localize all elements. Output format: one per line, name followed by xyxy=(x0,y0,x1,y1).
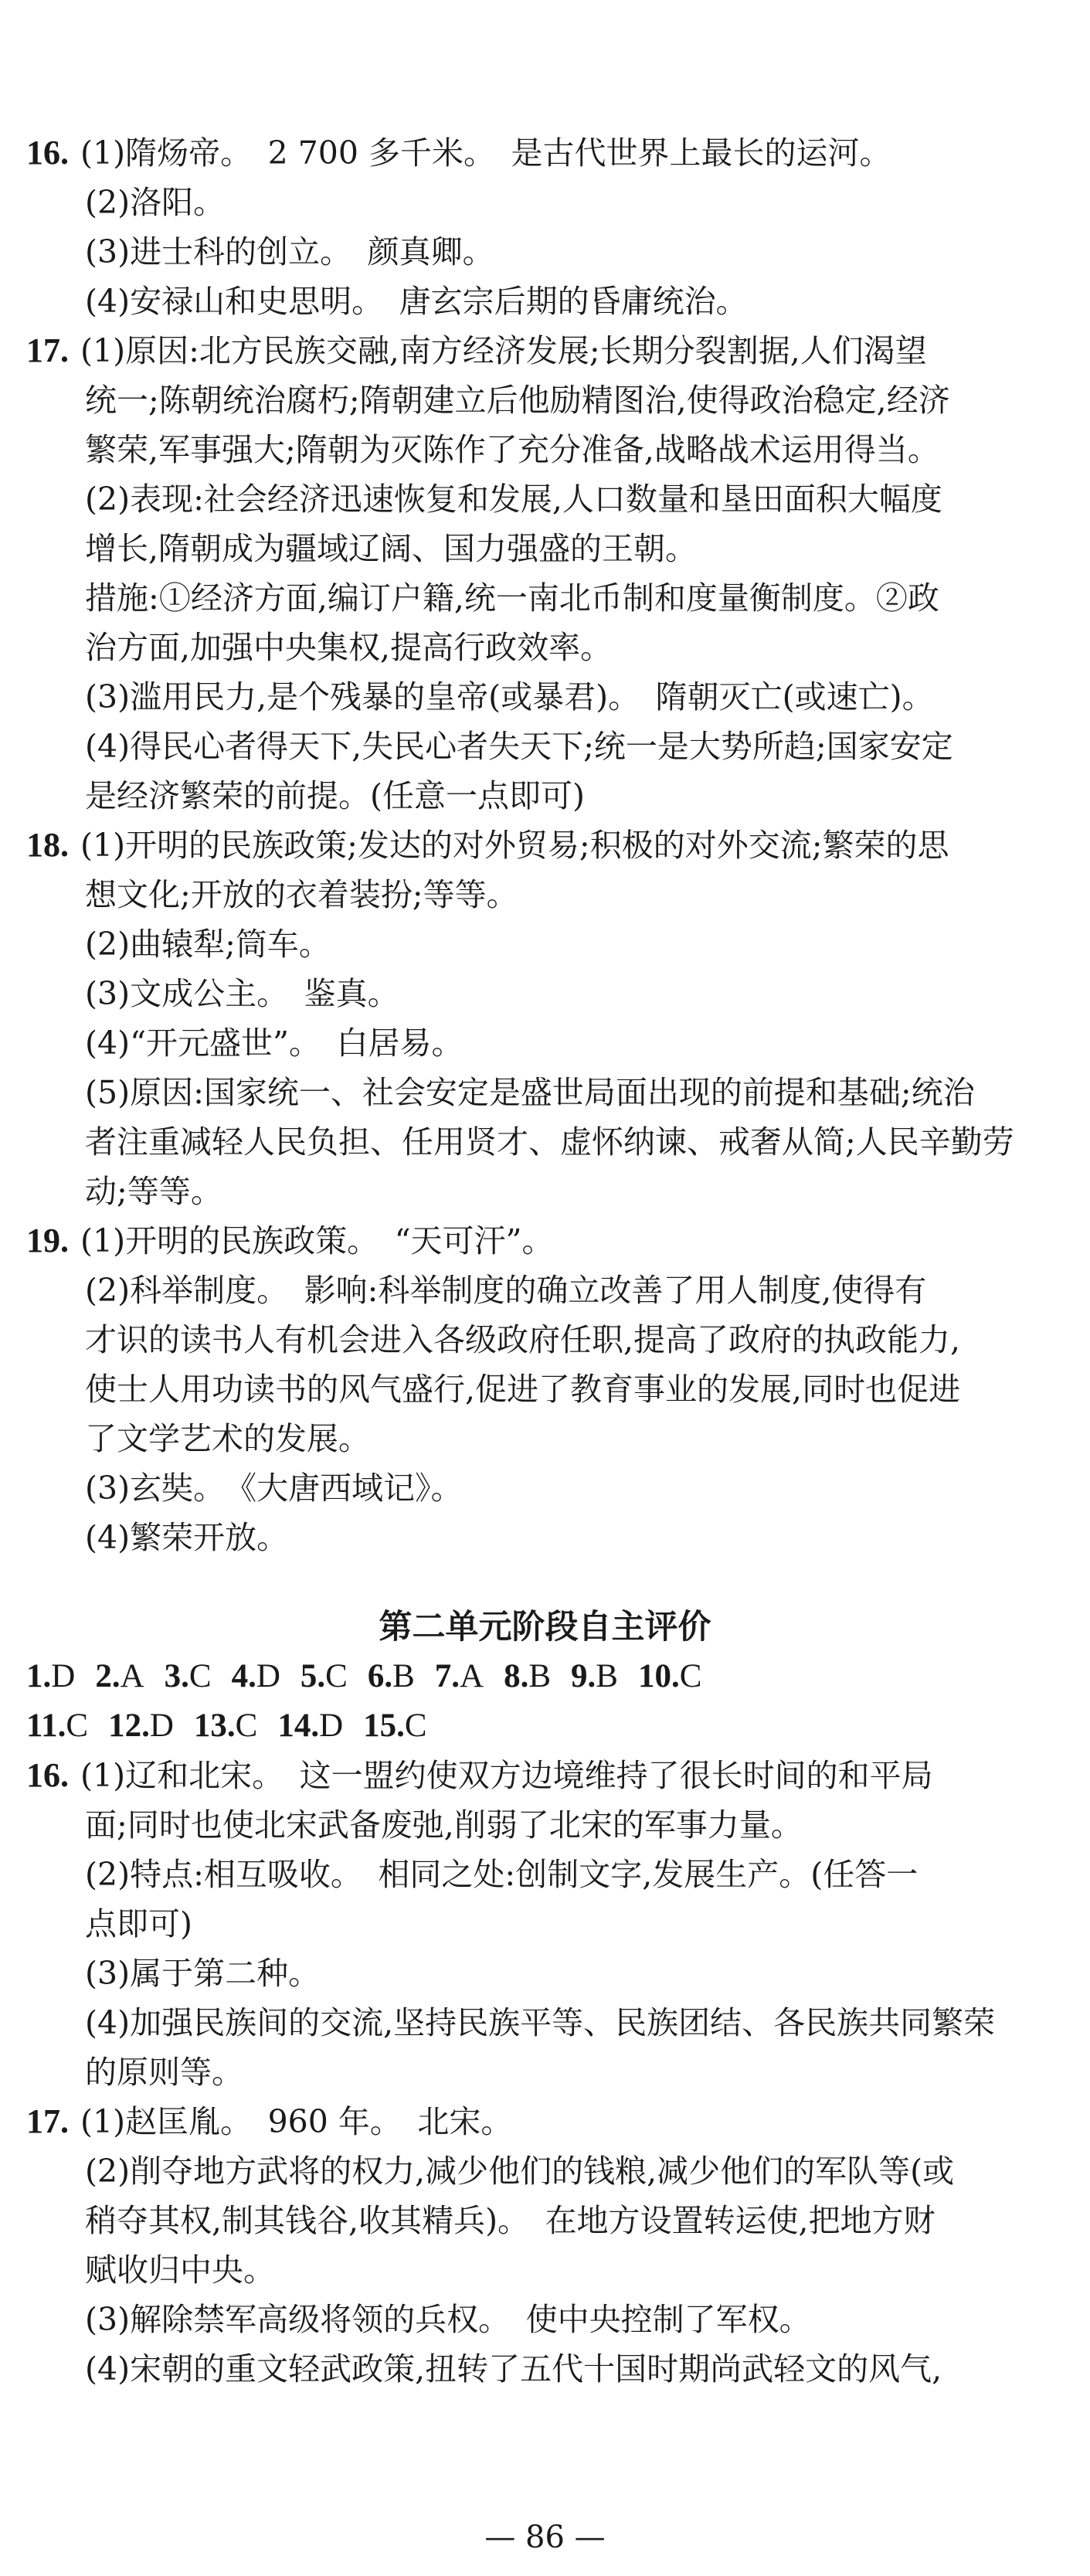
unit1-question-19-number: 19. xyxy=(26,1222,69,1259)
unit1-question-17-text: (3)滥用民力,是个残暴的皇帝(或暴君)。 隋朝灭亡(或速亡)。 xyxy=(85,678,934,715)
choice-answer: 9.B xyxy=(571,1658,618,1694)
unit2-question-16-text: (3)属于第二种。 xyxy=(85,1955,321,1992)
unit1-question-17-text: 治方面,加强中央集权,提高行政效率。 xyxy=(85,629,613,666)
unit1-question-18-text: (5)原因:国家统一、社会安定是盛世局面出现的前提和基础;统治 xyxy=(85,1074,975,1111)
unit1-question-19-line xyxy=(0,1216,1090,1266)
choice-answer: 11.C xyxy=(26,1708,89,1744)
unit2-question-16-line xyxy=(0,1751,1090,1800)
unit1-question-19-text: 了文学艺术的发展。 xyxy=(85,1420,370,1457)
unit1-question-17-text: 繁荣,军事强大;隋朝为灭陈作了充分准备,战略战术运用得当。 xyxy=(85,431,939,468)
unit2-question-17-text: (1)赵匡胤。 960 年。 北宋。 xyxy=(80,2103,513,2140)
unit1-question-17-text: 统一;陈朝统治腐朽;隋朝建立后他励精图治,使得政治稳定,经济 xyxy=(85,382,950,419)
unit1-question-17-text: (2)表现:社会经济迅速恢复和发展,人口数量和垦田面积大幅度 xyxy=(85,481,942,518)
unit2-question-16-line xyxy=(0,1899,1090,1949)
unit1-question-17-text: 增长,隋朝成为疆域辽阔、国力强盛的王朝。 xyxy=(85,530,698,567)
unit1-question-19-line xyxy=(0,1266,1090,1315)
unit1-question-18-line xyxy=(0,821,1090,870)
unit1-question-18-text: 动;等等。 xyxy=(85,1173,222,1210)
unit1-question-19-text: 使士人用功读书的风气盛行,促进了教育事业的发展,同时也促进 xyxy=(85,1371,961,1408)
unit1-question-18-line xyxy=(0,919,1090,969)
unit2-question-16-text: 点即可) xyxy=(85,1905,192,1942)
choice-answer: 14.D xyxy=(277,1708,344,1744)
unit2-question-16-text: (2)特点:相互吸收。 相同之处:创制文字,发展生产。(任答一 xyxy=(85,1856,919,1893)
unit1-question-19-line xyxy=(0,1513,1090,1562)
unit1-question-16-text: (1)隋炀帝。 2 700 多千米。 是古代世界上最长的运河。 xyxy=(80,134,891,172)
unit1-question-18-number: 18. xyxy=(26,826,69,864)
unit1-question-17-line xyxy=(0,771,1090,821)
unit1-question-19-text: 才识的读书人有机会进入各级政府任职,提高了政府的执政能力, xyxy=(85,1321,961,1358)
unit1-question-18-line xyxy=(0,1068,1090,1117)
choice-answer: 12.D xyxy=(108,1708,174,1744)
unit1-question-18-line xyxy=(0,1117,1090,1167)
unit2-question-17-line xyxy=(0,2344,1090,2394)
unit1-question-16-text: (2)洛阳。 xyxy=(85,184,226,221)
unit2-question-16-line xyxy=(0,1949,1090,1998)
unit2-question-16-text: (1)辽和北宋。 这一盟约使双方边境维持了很长时间的和平局 xyxy=(80,1757,933,1794)
unit1-question-19-text: (1)开明的民族政策。 “天可汗”。 xyxy=(80,1222,554,1259)
choice-answer: 13.C xyxy=(193,1708,258,1744)
unit1-question-17-line xyxy=(0,326,1090,376)
unit2-question-16-line xyxy=(0,1800,1090,1850)
unit1-question-18-text: (1)开明的民族政策;发达的对外贸易;积极的对外交流;繁荣的思 xyxy=(80,827,949,864)
unit2-question-17-line xyxy=(0,2295,1090,2344)
unit1-question-19-text: (3)玄奘。 《大唐西域记》。 xyxy=(85,1470,463,1507)
unit1-question-18-text: (4)“开元盛世”。 白居易。 xyxy=(85,1025,464,1062)
unit2-question-17-text: (2)削夺地方武将的权力,减少他们的钱粮,减少他们的军队等(或 xyxy=(85,2153,955,2190)
unit1-question-17-text: (4)得民心者得天下,失民心者失天下;统一是大势所趋;国家安定 xyxy=(85,728,953,765)
unit2-question-17-line xyxy=(0,2097,1090,2146)
unit1-question-17-text: (1)原因:北方民族交融,南方经济发展;长期分裂割据,人们渴望 xyxy=(80,332,927,369)
unit2-question-16-line xyxy=(0,2048,1090,2097)
unit1-question-17-line xyxy=(0,425,1090,474)
unit1-question-17-line xyxy=(0,376,1090,425)
unit2-question-16-text: (4)加强民族间的交流,坚持民族平等、民族团结、各民族共同繁荣 xyxy=(85,2004,996,2041)
unit2-question-16-text: 面;同时也使北宋武备废弛,削弱了北宋的军事力量。 xyxy=(85,1806,803,1844)
unit1-question-16-number: 16. xyxy=(26,134,69,172)
unit1-question-19-text: (2)科举制度。 影响:科举制度的确立改善了用人制度,使得有 xyxy=(85,1272,927,1309)
unit2-question-16-line xyxy=(0,1998,1090,2048)
unit1-question-19-line xyxy=(0,1414,1090,1463)
choice-answer: 8.B xyxy=(504,1658,551,1694)
section-title: 第二单元阶段自主评价 xyxy=(379,1608,711,1647)
unit1-question-19-text: (4)繁荣开放。 xyxy=(85,1519,289,1556)
unit1-question-16-line xyxy=(0,227,1090,277)
unit1-question-17-line xyxy=(0,672,1090,722)
choice-answer: 3.C xyxy=(164,1658,212,1694)
choice-answer: 15.C xyxy=(363,1708,427,1744)
unit1-question-17-line xyxy=(0,722,1090,771)
unit1-question-17-number: 17. xyxy=(26,331,69,369)
unit1-question-18-text: (3)文成公主。 鉴真。 xyxy=(85,975,399,1012)
unit2-question-16-number: 16. xyxy=(26,1756,69,1794)
unit1-question-19-line xyxy=(0,1364,1090,1414)
unit1-question-16-line xyxy=(0,178,1090,227)
unit2-question-17-text: (3)解除禁军高级将领的兵权。 使中央控制了军权。 xyxy=(85,2301,811,2338)
unit1-question-17-text: 措施:①经济方面,编订户籍,统一南北币制和度量衡制度。②政 xyxy=(85,579,939,617)
unit1-question-18-text: 者注重减轻人民负担、任用贤才、虚怀纳谏、戒奢从简;人民辛勤劳 xyxy=(85,1123,1014,1161)
unit2-question-17-line xyxy=(0,2196,1090,2245)
choice-answer: 6.B xyxy=(367,1658,415,1694)
unit2-question-17-number: 17. xyxy=(26,2102,69,2140)
choice-answer: 4.D xyxy=(231,1658,280,1694)
unit1-question-18-text: 想文化;开放的衣着装扮;等等。 xyxy=(85,876,518,913)
unit2-question-17-line xyxy=(0,2245,1090,2295)
choice-answers-row-2 xyxy=(26,1701,447,1751)
unit1-question-16-line xyxy=(0,277,1090,326)
unit1-question-16-line xyxy=(0,128,1090,178)
choice-answer: 1.D xyxy=(26,1658,76,1694)
unit1-question-17-line xyxy=(0,474,1090,524)
choice-answer: 10.C xyxy=(637,1658,702,1694)
unit1-question-17-text: 是经济繁荣的前提。(任意一点即可) xyxy=(85,777,585,814)
choice-answer: 5.C xyxy=(300,1658,348,1694)
unit1-question-17-line xyxy=(0,573,1090,623)
choice-answers-row-1 xyxy=(26,1652,722,1701)
unit1-question-17-line xyxy=(0,623,1090,672)
unit1-question-18-line xyxy=(0,1018,1090,1068)
choice-answer: 7.A xyxy=(434,1658,484,1694)
unit2-question-16-text: 的原则等。 xyxy=(85,2054,243,2091)
unit1-question-16-text: (3)进士科的创立。 颜真卿。 xyxy=(85,233,494,270)
page-number: — 86 — xyxy=(484,2520,606,2555)
unit2-question-17-text: 稍夺其权,制其钱谷,收其精兵)。 在地方设置转运使,把地方财 xyxy=(85,2202,935,2239)
unit1-question-16-text: (4)安禄山和史思明。 唐玄宗后期的昏庸统治。 xyxy=(85,283,748,320)
unit1-question-19-line xyxy=(0,1315,1090,1364)
unit2-question-17-text: 赋收归中央。 xyxy=(85,2251,275,2289)
unit1-question-18-text: (2)曲辕犁;筒车。 xyxy=(85,926,331,963)
unit1-question-17-line xyxy=(0,524,1090,573)
unit1-question-18-line xyxy=(0,969,1090,1018)
unit1-question-18-line xyxy=(0,870,1090,919)
choice-answer: 2.A xyxy=(95,1658,144,1694)
unit1-question-19-line xyxy=(0,1463,1090,1513)
unit2-question-17-line xyxy=(0,2146,1090,2196)
unit1-question-18-line xyxy=(0,1167,1090,1216)
unit2-question-17-text: (4)宋朝的重文轻武政策,扭转了五代十国时期尚武轻文的风气, xyxy=(85,2350,942,2387)
unit2-question-16-line xyxy=(0,1850,1090,1899)
